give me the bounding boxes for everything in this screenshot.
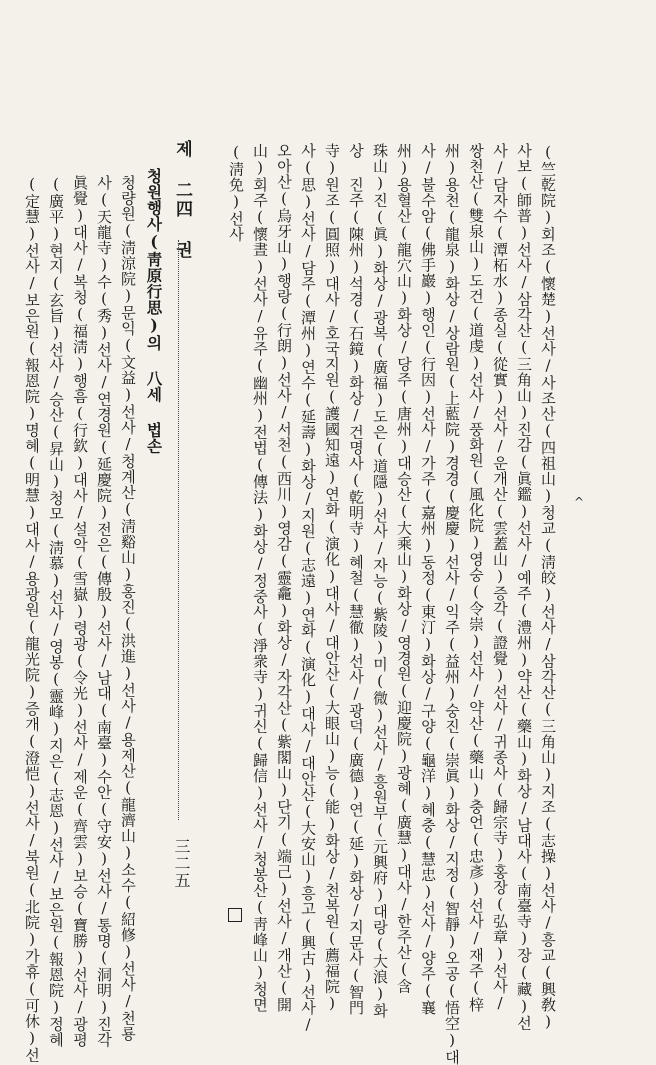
text-column: 眞覺)대사/복청(福淸)행흠(行欽)대사/설악(雪嶽)령광(令光)선사/제운(齊雲)보승(寶勝)선사/광평: [71, 175, 89, 1048]
text-column: (竺乾院)회조(懷楚)선사/사조산(四祖山)청교(淸皎)선사/삼각산(三角山)지조(志操)선사/흥교(興敎): [539, 143, 557, 1031]
running-head: 제 二四 권: [172, 140, 192, 260]
text-column: 사(天龍寺)수(秀)선사/연경원(延慶院)전은(傳殷)선사/남대(南臺)수안(守安)선사/통명(洞明)진각: [95, 175, 113, 1048]
text-column: (淸免)선사: [227, 143, 245, 242]
box-mark: [228, 908, 242, 922]
text-column: 사/담자수(潭柘水)종실(從實)선사/운개산(雲蓋山)증각(證覺)선사/귀종사(歸宗寺)홍장(弘章)선사/: [491, 143, 509, 1013]
text-column: 寺)원조(圓照)대사/호국지원(護國知遠)연화(演化)대사/대안산(大眼山)능(能)화상/천복원(薦福院): [323, 143, 341, 1013]
page-number: 三二五: [172, 838, 191, 889]
caret-mark: ^: [574, 495, 585, 509]
text-column: 州)용천(龍泉)화상/상람원(上藍院)경경(慶慶)선사/익주(益州)숭진(崇眞)화상/지정(智靜)오공(悟空)대: [443, 143, 461, 1065]
text-column: 청량원(淸涼院)문익(文益)선사/청계산(淸谿山)홍진(洪進)선사/용제산(龍濟山)소수(紹修)선사/천룡: [119, 175, 137, 1042]
text-column: (廣平)현지(玄旨)선사/승산(昇山)청모(淸慕)선사/영봉(靈峰)지은(志恩)선사/보은원(報恩院)정혜: [47, 175, 65, 1048]
dotted-leader: [178, 240, 180, 820]
text-column: 州)용혈산(龍穴山)화상/당주(唐州)대승산(大乘山)화상/영경원(迎慶院)광혜(廣慧)대사/한주산(含: [395, 143, 413, 994]
text-column: 상 진주(陳州)석경(石鏡)화상/건명사(乾明寺)혜철(慧徹)선사/광덕(廣德)연(延)화상/지문사(智門: [347, 143, 365, 1016]
text-column: 오아산(烏牙山)행랑(行朗)선사/서천(西川)영감(靈龕)화상/자각산(紫閣山)단기(端己)선사/개산(開: [275, 143, 293, 1013]
text-column: 쌍천산(雙泉山)도건(道虔)선사/풍화원(風化院)영숭(令崇)선사/약산(藥山)충언(忠彥)선사/재주(梓: [467, 143, 485, 1013]
text-column: 사(思)선사/담주(潭州)연수(延壽)화상/지원(志遠)연화(演化)대사/대안산(大安山)흥고(興古)선사/: [299, 143, 317, 1034]
text-column: 사보(師普)선사/삼각산(三角山)진감(眞鑑)선사/예주(澧州)약산(藥山)화상/남대사(南臺寺)장(藏)선: [515, 143, 533, 1031]
text-column: 山)회주(懷晝)선사/유주(幽州)전법(傳法)화상/정중사(淨衆寺)귀신(歸信)선사/청봉산(靑峰山)청면: [251, 143, 269, 1013]
text-column: 사/불수암(佛手巖)행인(行因)선사/가주(嘉州)동정(東汀)화상/구양(龜洋)혜충(慧忠)선사/양주(襄: [419, 143, 437, 1016]
section-heading: 청원행사(靑原行思)의 八세 법손: [144, 168, 164, 454]
text-column: 珠山)진(眞)화상/광복(廣福)도은(道隱)선사/자능(紫陵)미(微)선사/흥원부(元興府)대랑(大浪)화: [371, 143, 389, 1019]
text-column: (定慧)선사/보은원(報恩院)명혜(明慧)대사/용광원(龍光院)증개(澄恺)선사/북원(北院)가휴(可休)선: [23, 175, 41, 1063]
